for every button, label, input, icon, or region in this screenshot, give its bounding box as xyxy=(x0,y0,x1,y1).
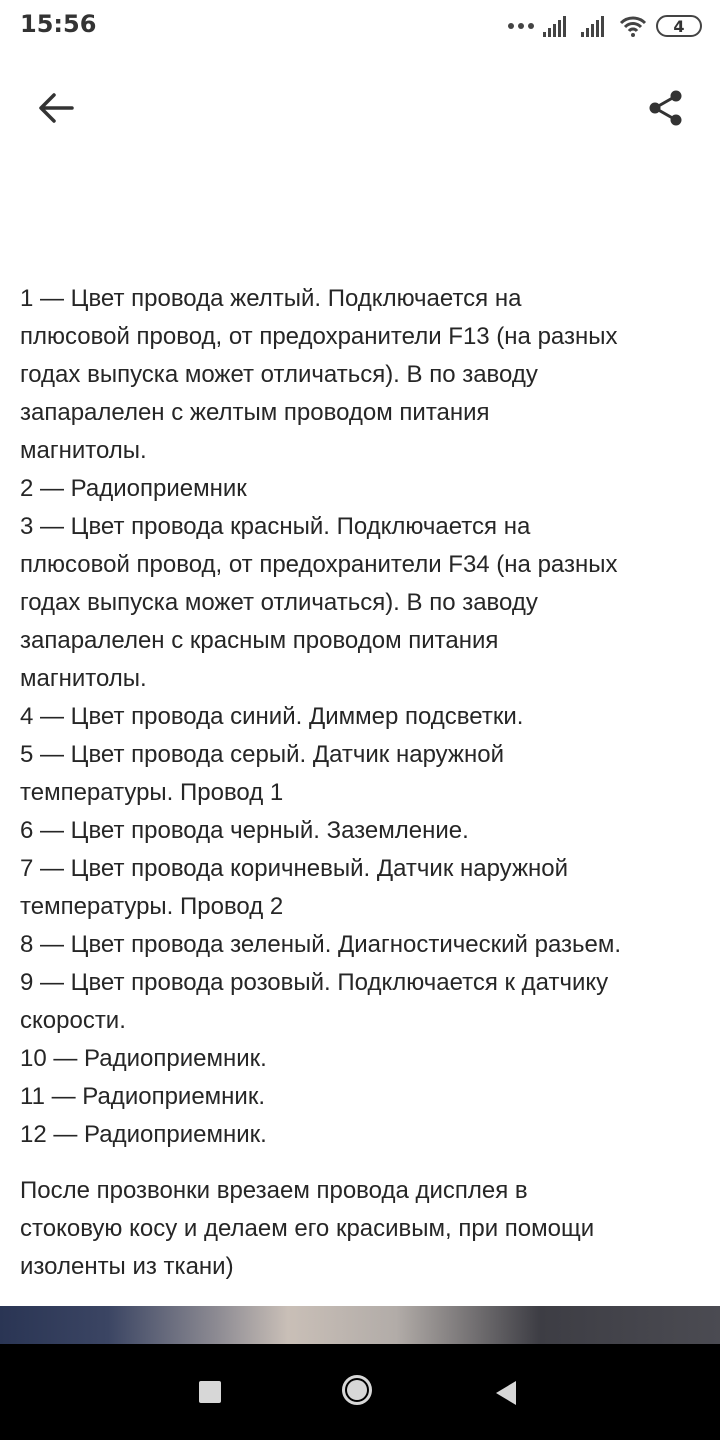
text-line: температуры. Провод 2 xyxy=(20,893,284,920)
article-photo[interactable] xyxy=(0,1306,720,1344)
text-line: После прозвонки врезаем провода дисплея в xyxy=(20,1177,528,1204)
text-line: стоковую косу и делаем его красивым, при помощи xyxy=(20,1215,595,1242)
text-line: годах выпуска может отличаться). В по заводу xyxy=(20,589,538,616)
text-line: запаралелен с красным проводом питания xyxy=(20,627,499,654)
share-icon xyxy=(646,88,686,128)
arrow-left-icon xyxy=(36,90,76,126)
app-toolbar xyxy=(0,52,720,162)
text-line: 1 — Цвет провода желтый. Подключается на xyxy=(20,285,522,312)
text-line: изоленты из ткани) xyxy=(20,1253,234,1280)
text-line: 6 — Цвет провода черный. Заземление. xyxy=(20,817,469,844)
pinout-list xyxy=(20,280,690,1154)
square-icon[interactable] xyxy=(199,1381,221,1403)
share-button[interactable] xyxy=(638,80,694,136)
text-line: 4 — Цвет провода синий. Диммер подсветки. xyxy=(20,703,524,730)
battery-icon xyxy=(656,15,702,37)
text-line: 11 — Радиоприемник. xyxy=(20,1083,265,1110)
circle-icon[interactable] xyxy=(342,1375,372,1405)
text-line: запаралелен с желтым проводом питания xyxy=(20,399,490,426)
text-line: годах выпуска может отличаться). В по заводу xyxy=(20,361,538,388)
signal-icon-2 xyxy=(580,14,610,38)
back-button[interactable] xyxy=(26,80,86,136)
status-bar xyxy=(0,0,720,52)
text-line: 8 — Цвет провода зеленый. Диагностический разьем. xyxy=(20,931,622,958)
text-line: 5 — Цвет провода серый. Датчик наружной xyxy=(20,741,504,768)
text-line: 12 — Радиоприемник. xyxy=(20,1121,267,1148)
more-notifications-icon xyxy=(508,23,534,29)
status-icons xyxy=(508,12,702,40)
text-line: плюсовой провод, от предохранители F13 (на разных xyxy=(20,323,618,350)
triangle-back-icon[interactable] xyxy=(494,1380,518,1406)
closing-paragraph xyxy=(20,1172,690,1286)
text-line: 7 — Цвет провода коричневый. Датчик наружной xyxy=(20,855,569,882)
text-line: магнитолы. xyxy=(20,437,147,464)
text-line: 3 — Цвет провода красный. Подключается на xyxy=(20,513,531,540)
text-line: 9 — Цвет провода розовый. Подключается к датчику xyxy=(20,969,609,996)
text-line: магнитолы. xyxy=(20,665,147,692)
signal-icon xyxy=(542,14,572,38)
text-line: 2 — Радиоприемник xyxy=(20,475,247,502)
battery-level: 4 xyxy=(673,16,685,36)
wifi-icon xyxy=(618,14,648,38)
text-line: температуры. Провод 1 xyxy=(20,779,284,806)
system-nav-bar xyxy=(0,1344,720,1440)
text-line: скорости. xyxy=(20,1007,126,1034)
status-time: 15:56 xyxy=(20,10,97,38)
text-line: плюсовой провод, от предохранители F34 (на разных xyxy=(20,551,618,578)
article-body xyxy=(20,280,690,1286)
text-line: 10 — Радиоприемник. xyxy=(20,1045,267,1072)
